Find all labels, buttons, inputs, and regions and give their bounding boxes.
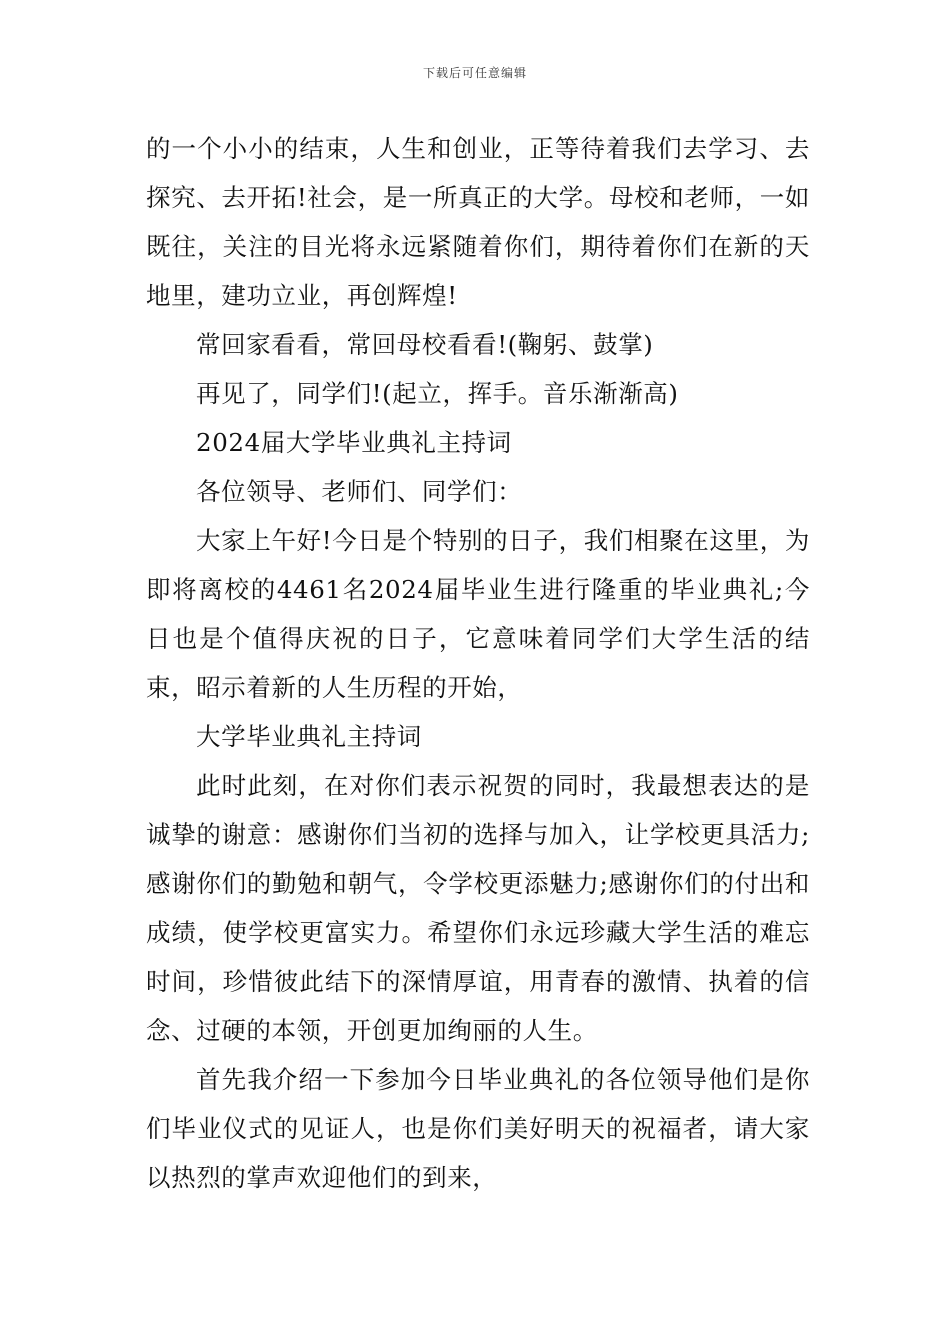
paragraph-2: 常回家看看，常回母校看看!(鞠躬、鼓掌) <box>196 330 654 359</box>
paragraph-4-title: 2024届大学毕业典礼主持词 <box>196 428 512 457</box>
paragraph-8: 此时此刻，在对你们表示祝贺的同时，我最想表达的是诚挚的谢意：感谢你们当初的选择与加入，让学校更具活力;感谢你们的勤勉和朝气，令学校更添魅力;感谢你们的付出和成绩，使学校更富实力。希望你们永远珍藏大学生活的难忘时间，珍惜彼此结下的深情厚谊，用青春的激情、执着的信念、过硬的本领，开创更加绚丽的人生。 <box>146 771 810 1045</box>
paragraph-3: 再见了，同学们!(起立，挥手。音乐渐渐高) <box>196 379 679 408</box>
paragraph-9: 首先我介绍一下参加今日毕业典礼的各位领导他们是你们毕业仪式的见证人，也是你们美好明天的祝福者，请大家以热烈的掌声欢迎他们的到来， <box>146 1065 810 1192</box>
paragraph-6: 大家上午好!今日是个特别的日子，我们相聚在这里，为即将离校的4461名2024届毕业生进行隆重的毕业典礼;今日也是个值得庆祝的日子，它意味着同学们大学生活的结束，昭示着新的人生历程的开始， <box>146 526 810 702</box>
page-header-note: 下载后可任意编辑 <box>422 66 527 80</box>
paragraph-1: 的一个小小的结束，人生和创业，正等待着我们去学习、去探究、去开拓!社会，是一所真正的大学。母校和老师，一如既往，关注的目光将永远紧随着你们，期待着你们在新的天地里，建功立业，再创辉煌! <box>146 134 810 310</box>
paragraph-7-title: 大学毕业典礼主持词 <box>196 722 422 751</box>
paragraph-5-greeting: 各位领导、老师们、同学们： <box>196 477 523 506</box>
document-body <box>146 124 810 1202</box>
